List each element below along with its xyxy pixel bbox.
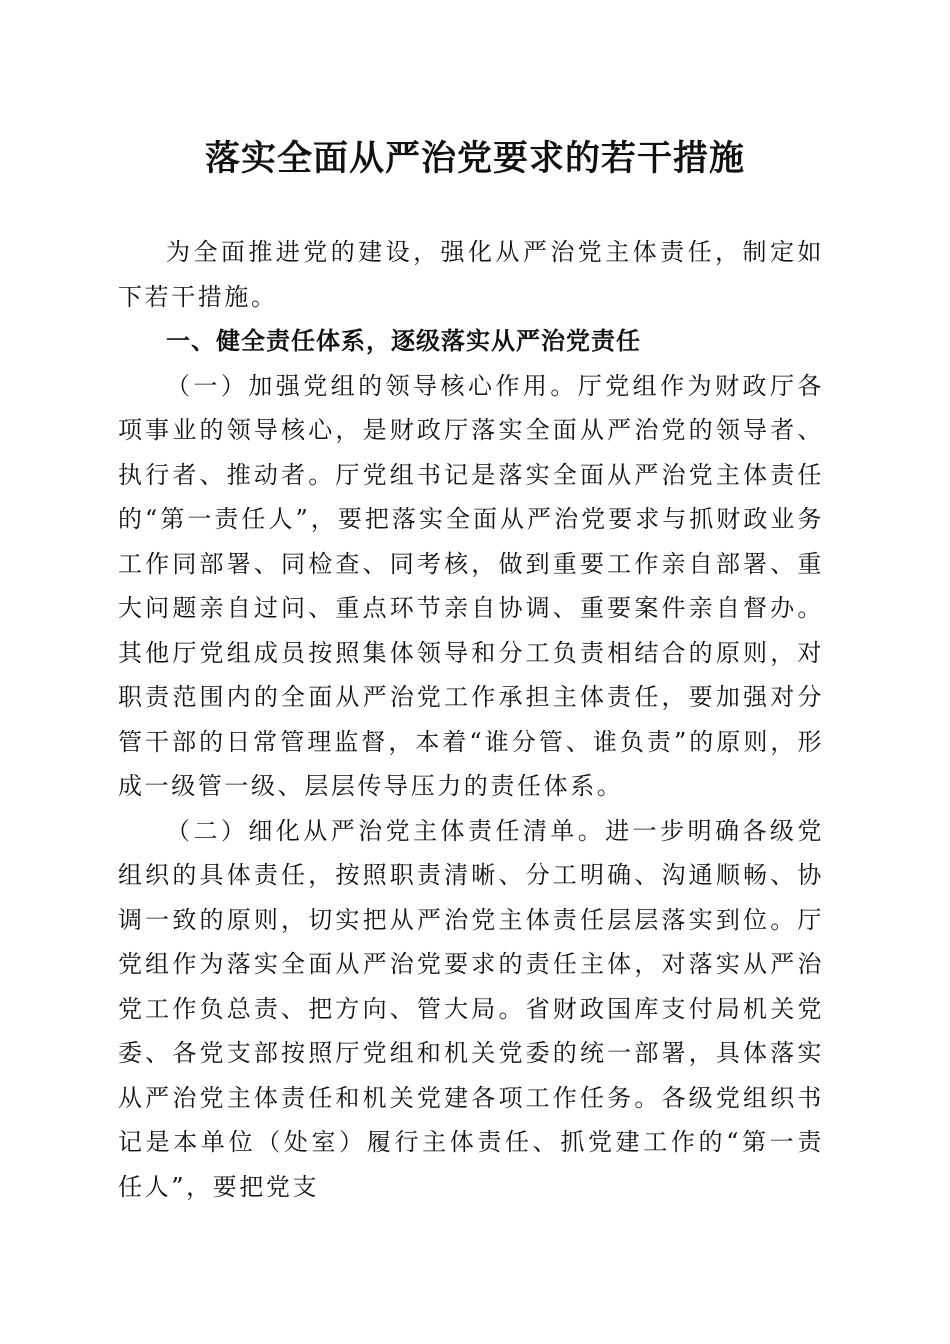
item-1-paragraph — [118, 364, 824, 809]
item-2-text: 进一步明确各级党组织的具体责任，按照职责清晰、分工明确、沟通顺畅、协调一致的原则，切实把从严治党主体责任层层落实到位。厅党组作为落实全面从严治党要求的责任主体，对落实从严治党工作负总责、把方向、管大局。省财政国库支付局机关党委、各党支部按照厅党组和机关党委的统一部署，具体落实从严治党主体责任和机关党建各项工作任务。各级党组织书记是本单位（处室）履行主体责任、抓党建工作的“第一责任人”，要把党支 — [118, 816, 824, 1201]
item-2-paragraph — [118, 809, 824, 1210]
section-1-heading: 一、健全责任体系，逐级落实从严治党责任 — [166, 327, 641, 355]
item-1-lead: （一）加强党组的领导核心作用。 — [166, 371, 578, 400]
item-1-text: 厅党组作为财政厅各项事业的领导核心，是财政厅落实全面从严治党的领导者、执行者、推动者。厅党组书记是落实全面从严治党主体责任的“第一责任人”，要把落实全面从严治党要求与抓财政业务工作同部署、同检查、同考核，做到重要工作亲自部署、重大问题亲自过问、重点环节亲自协调、重要案件亲自督办。其他厅党组成员按照集体领导和分工负责相结合的原则，对职责范围内的全面从严治党工作承担主体责任，要加强对分管干部的日常管理监督，本着“谁分管、谁负责”的原则，形成一级管一级、层层传导压力的责任体系。 — [118, 371, 824, 800]
document-title: 落实全面从严治党要求的若干措施 — [204, 138, 745, 179]
intro-paragraph: 为全面推进党的建设，强化从严治党主体责任，制定如下若干措施。 — [118, 238, 824, 311]
item-2-lead: （二）细化从严治党主体责任清单。 — [166, 816, 606, 845]
document-body — [118, 230, 824, 1209]
